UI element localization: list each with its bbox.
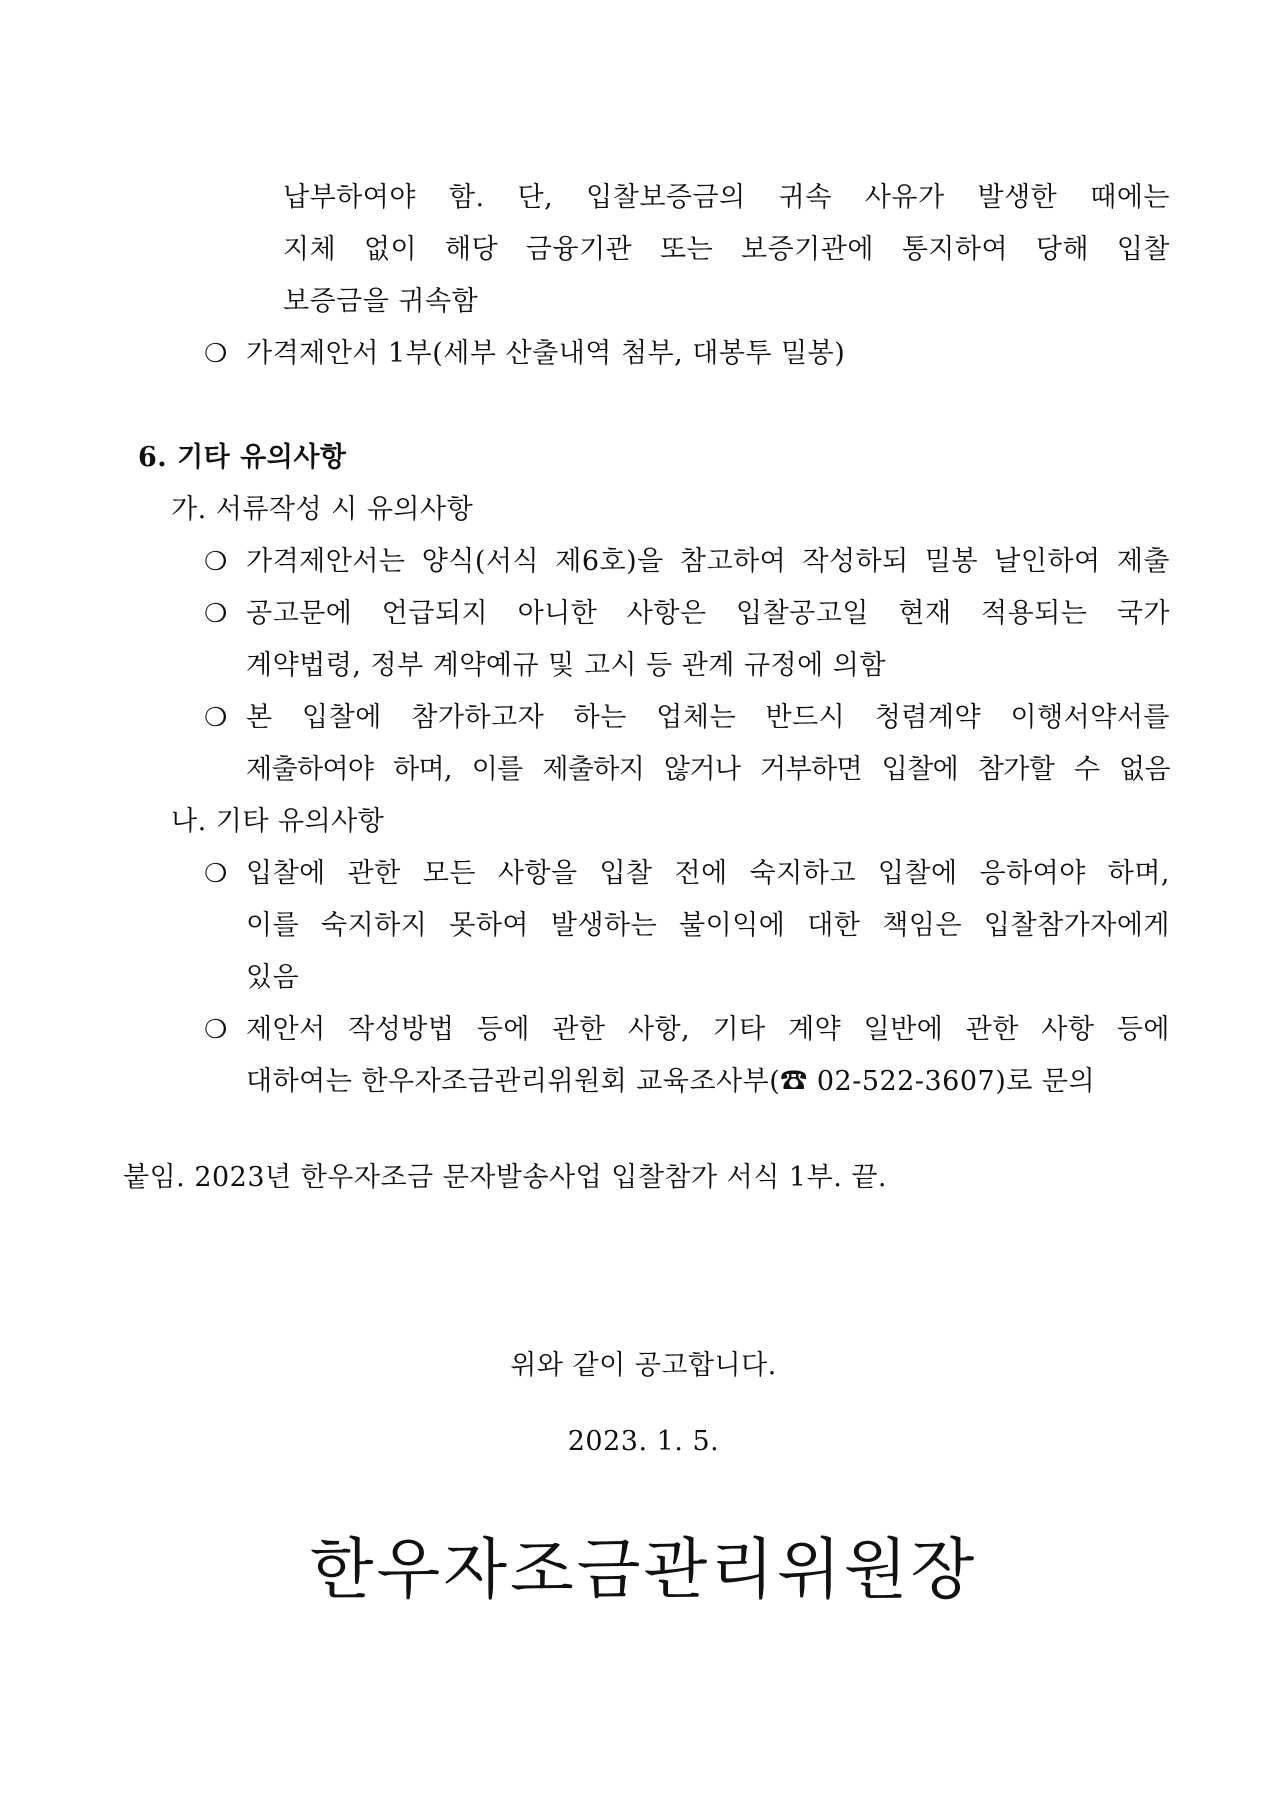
bullet-icon: ❍: [204, 547, 228, 577]
notice-item-inquiry-line-1: 제안서 작성방법 등에 관한 사항, 기타 계약 일반에 관한 사항 등에: [246, 1014, 1170, 1045]
notice-item-awareness-line-1: 입찰에 관한 모든 사항을 입찰 전에 숙지하고 입찰에 응하여야 하며,: [246, 858, 1170, 889]
notice-item-awareness-line-3: 있음: [246, 962, 300, 993]
deposit-text-line-3: 보증금을 귀속함: [283, 286, 479, 317]
notice-item-integrity-line-1: 본 입찰에 참가하고자 하는 업체는 반드시 청렴계약 이행서약서를: [246, 702, 1170, 733]
subsection-b-label: 나. 기타 유의사항: [171, 806, 385, 837]
bullet-icon: ❍: [204, 859, 228, 889]
notice-item-regulations-line-1: 공고문에 언급되지 아니한 사항은 입찰공고일 현재 적용되는 국가: [246, 598, 1170, 629]
bullet-icon: ❍: [204, 599, 228, 629]
notice-item-awareness-line-2: 이를 숙지하지 못하여 발생하는 불이익에 대한 책임은 입찰참가자에게: [246, 910, 1170, 941]
bullet-icon: ❍: [204, 703, 228, 733]
deposit-text-line-2: 지체 없이 해당 금융기관 또는 보증기관에 통지하여 당해 입찰: [283, 234, 1170, 265]
announcement-date: 2023. 1. 5.: [567, 1426, 720, 1457]
deposit-text-line-1: 납부하여야 함. 단, 입찰보증금의 귀속 사유가 발생한 때에는: [283, 182, 1170, 213]
notice-item-price-form: 가격제안서는 양식(서식 제6호)을 참고하여 작성하되 밀봉 날인하여 제출: [246, 546, 1170, 577]
notice-item-integrity-line-2: 제출하여야 하며, 이를 제출하지 않거나 거부하면 입찰에 참가할 수 없음: [246, 754, 1170, 785]
notice-item-regulations-line-2: 계약법령, 정부 계약예규 및 고시 등 관계 규정에 의함: [246, 650, 886, 681]
bullet-icon: ❍: [204, 339, 228, 369]
price-proposal-item: 가격제안서 1부(세부 산출내역 첨부, 대봉투 밀봉): [246, 338, 846, 369]
issuer-signature: 한우자조금관리위원장: [309, 1531, 978, 1608]
bullet-icon: ❍: [204, 1015, 228, 1045]
subsection-a-label: 가. 서류작성 시 유의사항: [171, 494, 474, 525]
closing-statement: 위와 같이 공고합니다.: [510, 1350, 777, 1381]
notice-item-inquiry-line-2: 대하여는 한우자조금관리위원회 교육조사부(☎ 02-522-3607)로 문의: [246, 1066, 1096, 1097]
attachment-note: 붙임. 2023년 한우자조금 문자발송사업 입찰참가 서식 1부. 끝.: [123, 1162, 888, 1193]
section-6-heading: 6. 기타 유의사항: [138, 442, 347, 473]
